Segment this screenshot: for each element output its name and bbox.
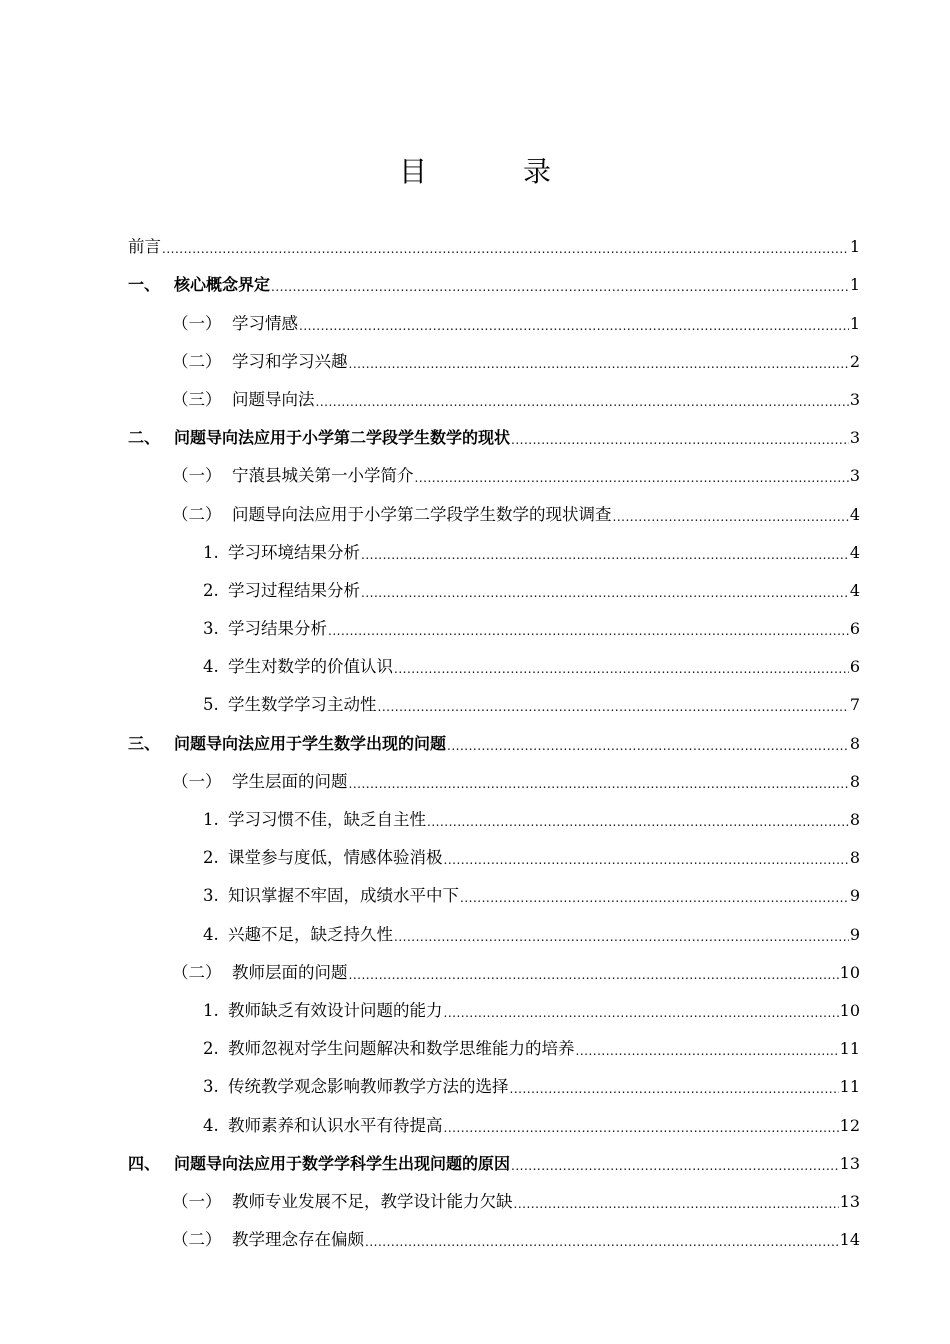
toc-entry-number: （一）: [172, 1191, 222, 1211]
toc-entry-text: 知识掌握不牢固，成绩水平中下: [228, 886, 459, 906]
toc-entry-page-number: 1: [849, 313, 860, 333]
toc-entry[interactable]: [128, 642, 860, 680]
toc-entry-number: 3.: [203, 619, 219, 639]
toc-entry-text: 学习习惯不佳，缺乏自主性: [228, 810, 426, 829]
toc-entry-page-number: 13: [839, 1191, 860, 1211]
toc-entry[interactable]: [128, 413, 860, 451]
toc-entry[interactable]: [128, 1177, 860, 1215]
table-of-contents: [128, 222, 860, 1253]
toc-entry-number: 5.: [203, 695, 219, 715]
toc-entry-page-number: 8: [849, 848, 860, 868]
dot-leader: [162, 242, 849, 258]
toc-entry-page-number: 6: [849, 619, 860, 639]
toc-entry-page-number: 14: [839, 1230, 860, 1250]
toc-entry-page-number: 4: [849, 542, 860, 562]
dot-leader: [271, 280, 849, 296]
dot-leader: [299, 319, 849, 335]
toc-entry-page-number: 9: [849, 886, 860, 906]
toc-entry[interactable]: [128, 1100, 860, 1138]
toc-entry-page-number: 1: [849, 275, 860, 295]
toc-entry-text: 问题导向法应用于小学第二学段学生数学的现状调查: [232, 504, 612, 524]
toc-entry-number: （一）: [172, 466, 222, 486]
toc-entry-number: 一、: [128, 275, 161, 295]
toc-entry-page-number: 4: [849, 580, 860, 600]
toc-entry-text: 教师素养和认识水平有待提高: [228, 1115, 443, 1135]
toc-entry[interactable]: [128, 604, 860, 642]
dot-leader: [511, 433, 849, 449]
dot-leader: [444, 853, 849, 869]
toc-entry-text: 问题导向法应用于学生数学出现的问题: [174, 733, 447, 753]
toc-entry-text: 教师专业发展不足，教学设计能力欠缺: [232, 1191, 513, 1211]
dot-leader: [394, 930, 849, 946]
toc-entry-text: 学习结果分析: [228, 619, 327, 639]
dot-leader: [510, 1082, 839, 1098]
toc-entry-text: 学习环境结果分析: [228, 542, 360, 562]
toc-entry-number: （二）: [172, 1230, 222, 1250]
toc-entry-number: （二）: [172, 962, 222, 982]
toc-entry[interactable]: [128, 909, 860, 947]
toc-entry[interactable]: [128, 528, 860, 566]
toc-entry-text: 兴趣不足，缺乏持久性: [228, 924, 393, 944]
toc-entry[interactable]: [128, 489, 860, 527]
toc-entry-text: 学生层面的问题: [232, 771, 348, 791]
toc-entry-number: 四、: [128, 1153, 161, 1173]
toc-entry[interactable]: [128, 948, 860, 986]
toc-entry-text: 前言: [128, 237, 161, 257]
toc-entry-number: （一）: [172, 771, 222, 791]
toc-entry-number: （一）: [172, 313, 222, 333]
toc-entry-number: 二、: [128, 428, 161, 448]
toc-entry-number: （二）: [172, 351, 222, 371]
toc-entry[interactable]: [128, 260, 860, 298]
toc-entry-page-number: 13: [839, 1153, 860, 1173]
dot-leader: [444, 1121, 839, 1137]
toc-entry[interactable]: [128, 222, 860, 260]
dot-leader: [514, 1197, 839, 1213]
toc-entry-text: 宁蒗县城关第一小学简介: [232, 466, 414, 486]
dot-leader: [460, 891, 849, 907]
toc-entry-page-number: 10: [839, 1000, 860, 1020]
toc-entry-page-number: 12: [839, 1115, 860, 1135]
toc-entry-page-number: 4: [849, 504, 860, 524]
dot-leader: [361, 586, 849, 602]
dot-leader: [447, 739, 849, 755]
toc-entry-page-number: 3: [849, 466, 860, 486]
toc-entry-page-number: 6: [849, 657, 860, 677]
toc-entry-page-number: 10: [839, 962, 860, 982]
toc-entry-number: 1.: [203, 542, 219, 562]
toc-entry-page-number: 9: [849, 924, 860, 944]
toc-entry-page-number: 3: [849, 389, 860, 409]
toc-entry[interactable]: [128, 1215, 860, 1253]
toc-entry-text: 学生对数学的价值认识: [228, 657, 393, 677]
toc-entry-text: 学习情感: [232, 313, 298, 333]
dot-leader: [613, 510, 849, 526]
toc-entry-number: 4.: [203, 1115, 219, 1135]
toc-entry-number: （二）: [172, 504, 222, 524]
toc-title: 目 录: [398, 155, 585, 188]
toc-entry[interactable]: [128, 871, 860, 909]
toc-entry[interactable]: [128, 451, 860, 489]
toc-entry-page-number: 8: [849, 733, 860, 753]
toc-entry-page-number: 11: [839, 1039, 860, 1059]
toc-entry-text: 课堂参与度低，情感体验消极: [228, 848, 443, 868]
toc-entry[interactable]: [128, 680, 860, 718]
toc-entry-text: 学习过程结果分析: [228, 580, 360, 600]
dot-leader: [427, 815, 849, 831]
toc-entry[interactable]: [128, 757, 860, 795]
toc-entry-text: 教师层面的问题: [232, 962, 348, 982]
toc-entry-number: 2.: [203, 1039, 219, 1059]
toc-entry[interactable]: [128, 566, 860, 604]
dot-leader: [349, 777, 849, 793]
toc-entry-text: 问题导向法应用于小学第二学段学生数学的现状: [174, 428, 511, 448]
dot-leader: [415, 471, 849, 487]
toc-entry[interactable]: [128, 833, 860, 871]
toc-entry-number: 三、: [128, 733, 161, 753]
dot-leader: [511, 1159, 839, 1175]
toc-entry-page-number: 11: [839, 1077, 860, 1097]
toc-entry[interactable]: [128, 1024, 860, 1062]
toc-entry[interactable]: [128, 1062, 860, 1100]
toc-entry-page-number: 3: [849, 428, 860, 448]
toc-entry-number: 2.: [203, 580, 219, 600]
toc-entry-text: 学生数学学习主动性: [228, 695, 377, 715]
dot-leader: [444, 1006, 839, 1022]
toc-entry-text: 教师缺乏有效设计问题的能力: [228, 1000, 443, 1020]
toc-entry-number: 3.: [203, 886, 219, 906]
toc-entry[interactable]: [128, 795, 860, 833]
toc-entry-page-number: 2: [849, 351, 860, 371]
toc-entry[interactable]: [128, 986, 860, 1024]
toc-entry-page-number: 8: [849, 810, 860, 829]
dot-leader: [576, 1044, 839, 1060]
dot-leader: [349, 968, 839, 984]
toc-entry-number: 3.: [203, 1077, 219, 1097]
toc-entry-page-number: 8: [849, 771, 860, 791]
toc-entry-number: 1.: [203, 1000, 219, 1020]
toc-entry-text: 问题导向法应用于数学学科学生出现问题的原因: [174, 1153, 511, 1173]
toc-entry[interactable]: [128, 1139, 860, 1177]
toc-entry-number: 4.: [203, 924, 219, 944]
dot-leader: [328, 624, 849, 640]
toc-entry-number: （三）: [172, 389, 222, 409]
toc-entry[interactable]: [128, 337, 860, 375]
toc-entry-text: 传统教学观念影响教师教学方法的选择: [228, 1077, 509, 1097]
toc-entry-page-number: 1: [849, 237, 860, 257]
toc-entry-text: 教学理念存在偏颇: [232, 1230, 364, 1250]
toc-entry-text: 核心概念界定: [174, 275, 271, 295]
dot-leader: [394, 662, 849, 678]
dot-leader: [378, 700, 849, 716]
dot-leader: [316, 395, 849, 411]
toc-entry-number: 2.: [203, 848, 219, 868]
toc-entry[interactable]: [128, 375, 860, 413]
toc-entry-text: 问题导向法: [232, 389, 315, 409]
toc-entry-text: 学习和学习兴趣: [232, 351, 348, 371]
toc-entry-page-number: 7: [849, 695, 860, 715]
toc-entry[interactable]: [128, 298, 860, 336]
toc-entry[interactable]: [128, 718, 860, 756]
dot-leader: [349, 357, 849, 373]
dot-leader: [361, 548, 849, 564]
toc-entry-text: 教师忽视对学生问题解决和数学思维能力的培养: [228, 1039, 575, 1059]
toc-entry-number: 1.: [203, 810, 219, 829]
dot-leader: [365, 1235, 839, 1251]
toc-entry-number: 4.: [203, 657, 219, 677]
